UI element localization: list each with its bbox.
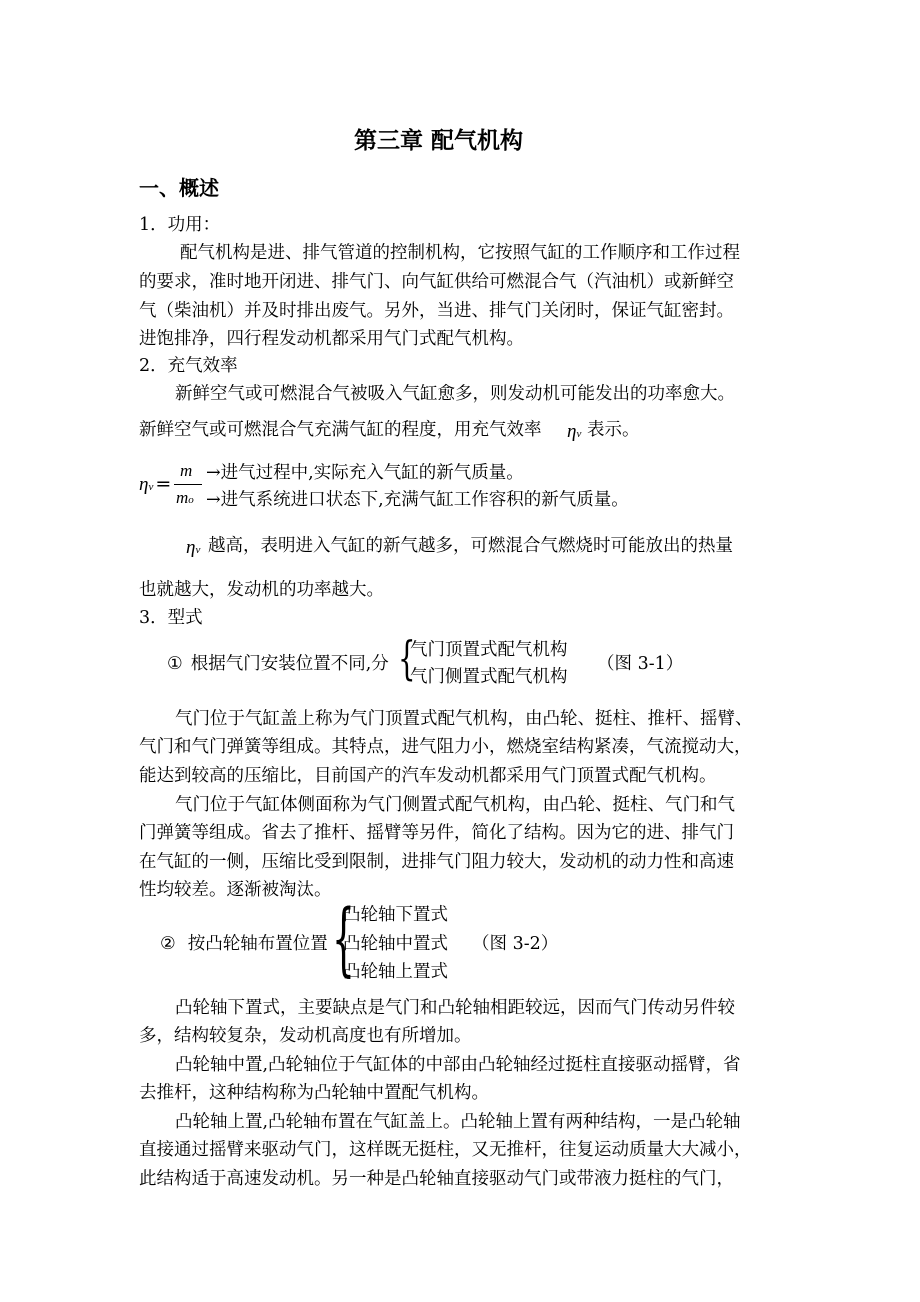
formula-denominator: mo bbox=[176, 488, 194, 507]
item1-line: 配气机构是进、排气管道的控制机构，它按照气缸的工作顺序和工作过程 bbox=[180, 243, 740, 263]
item1-line: 气（柴油机）并及时排出废气。另外，当进、排气门关闭时，保证气缸密封。 bbox=[139, 301, 734, 321]
item1-line: 的要求，准时地开闭进、排气门、向气缸供给可燃混合气（汽油机）或新鲜空 bbox=[139, 272, 734, 292]
eta-note-line: 也就越大，发动机的功率越大。 bbox=[139, 580, 384, 600]
type1-option: 气门侧置式配气机构 bbox=[410, 667, 568, 687]
para-side-line: 在气缸的一侧，压缩比受到限制，进排气门阻力较大，发动机的动力性和高速 bbox=[139, 852, 734, 872]
arrow-icon: → bbox=[206, 490, 221, 510]
type1-figure-ref: （图 3-1） bbox=[597, 654, 684, 674]
item2-line-end: 表示。 bbox=[587, 420, 640, 440]
para-low-line: 凸轮轴下置式，主要缺点是气门和凸轮轴相距较远，因而气门传动另件较 bbox=[175, 998, 735, 1018]
para-high-line: 此结构适于高速发动机。另一种是凸轮轴直接驱动气门或带液力挺柱的气门， bbox=[139, 1169, 734, 1189]
para-ohv-line: 气门位于气缸盖上称为气门顶置式配气机构，由凸轮、挺柱、推杆、摇臂、 bbox=[175, 709, 753, 729]
eta-note-line: 越高，表明进入气缸的新气越多，可燃混合气燃烧时可能放出的热量 bbox=[208, 536, 733, 556]
para-side-line: 性均较差。逐渐被淘汰。 bbox=[139, 880, 332, 900]
type2-figure-ref: （图 3-2） bbox=[472, 934, 559, 954]
item2-label: 2．充气效率 bbox=[139, 356, 238, 376]
para-low-line: 多，结构较复杂，发动机高度也有所增加。 bbox=[139, 1026, 472, 1046]
eta-symbol: ηv bbox=[186, 537, 201, 558]
section-heading: 一、概述 bbox=[139, 176, 219, 200]
arrow-icon: → bbox=[206, 463, 221, 483]
type2-option: 凸轮轴下置式 bbox=[343, 905, 448, 925]
eta-symbol: ηv bbox=[567, 421, 582, 442]
fraction-bar bbox=[174, 484, 202, 485]
para-side-line: 气门位于气缸体侧面称为气门侧置式配气机构，由凸轮、挺柱、气门和气 bbox=[175, 795, 735, 815]
item1-label: 1．功用： bbox=[139, 215, 221, 235]
item3-label: 3．型式 bbox=[139, 608, 203, 628]
para-high-line: 直接通过摇臂来驱动气门，这样既无挺柱，又无推杆，往复运动质量大大减小， bbox=[139, 1140, 752, 1160]
para-high-line: 凸轮轴上置,凸轮轴布置在气缸盖上。凸轮轴上置有两种结构，一是凸轮轴 bbox=[175, 1112, 741, 1132]
formula-line1: →进气过程中,实际充入气缸的新气质量。 bbox=[206, 463, 524, 483]
para-mid-line: 去推杆，这种结构称为凸轮轴中置配气机构。 bbox=[139, 1083, 489, 1103]
item2-line: 新鲜空气或可燃混合气充满气缸的程度，用充气效率 bbox=[139, 420, 542, 440]
type2-option: 凸轮轴中置式 bbox=[343, 934, 448, 954]
brace-icon: { bbox=[332, 892, 355, 985]
type2-option: 凸轮轴上置式 bbox=[343, 962, 448, 982]
para-mid-line: 凸轮轴中置,凸轮轴位于气缸体的中部由凸轮轴经过挺柱直接驱动摇臂，省 bbox=[175, 1055, 741, 1075]
brace-icon: { bbox=[398, 631, 416, 685]
para-ohv-line: 能达到较高的压缩比，目前国产的汽车发动机都采用气门顶置式配气机构。 bbox=[139, 766, 717, 786]
formula-line2: →进气系统进口状态下,充满气缸工作容积的新气质量。 bbox=[206, 490, 629, 510]
formula-lhs: ηv = bbox=[139, 473, 172, 495]
item1-line: 进饱排净，四行程发动机都采用气门式配气机构。 bbox=[139, 329, 524, 349]
para-ohv-line: 气门和气门弹簧等组成。其特点，进气阻力小，燃烧室结构紧凑，气流搅动大， bbox=[139, 737, 752, 757]
item2-line: 新鲜空气或可燃混合气被吸入气缸愈多，则发动机可能发出的功率愈大。 bbox=[175, 384, 735, 404]
chapter-title: 第三章 配气机构 bbox=[354, 128, 524, 154]
para-side-line: 门弹簧等组成。省去了推杆、摇臂等另件，简化了结构。因为它的进、排气门 bbox=[139, 823, 734, 843]
type2-lead: ② 按凸轮轴布置位置 bbox=[160, 934, 328, 954]
type1-option: 气门顶置式配气机构 bbox=[410, 640, 568, 660]
formula-numerator: m bbox=[180, 461, 193, 480]
type1-lead: ① 根据气门安装位置不同,分 bbox=[167, 654, 389, 674]
